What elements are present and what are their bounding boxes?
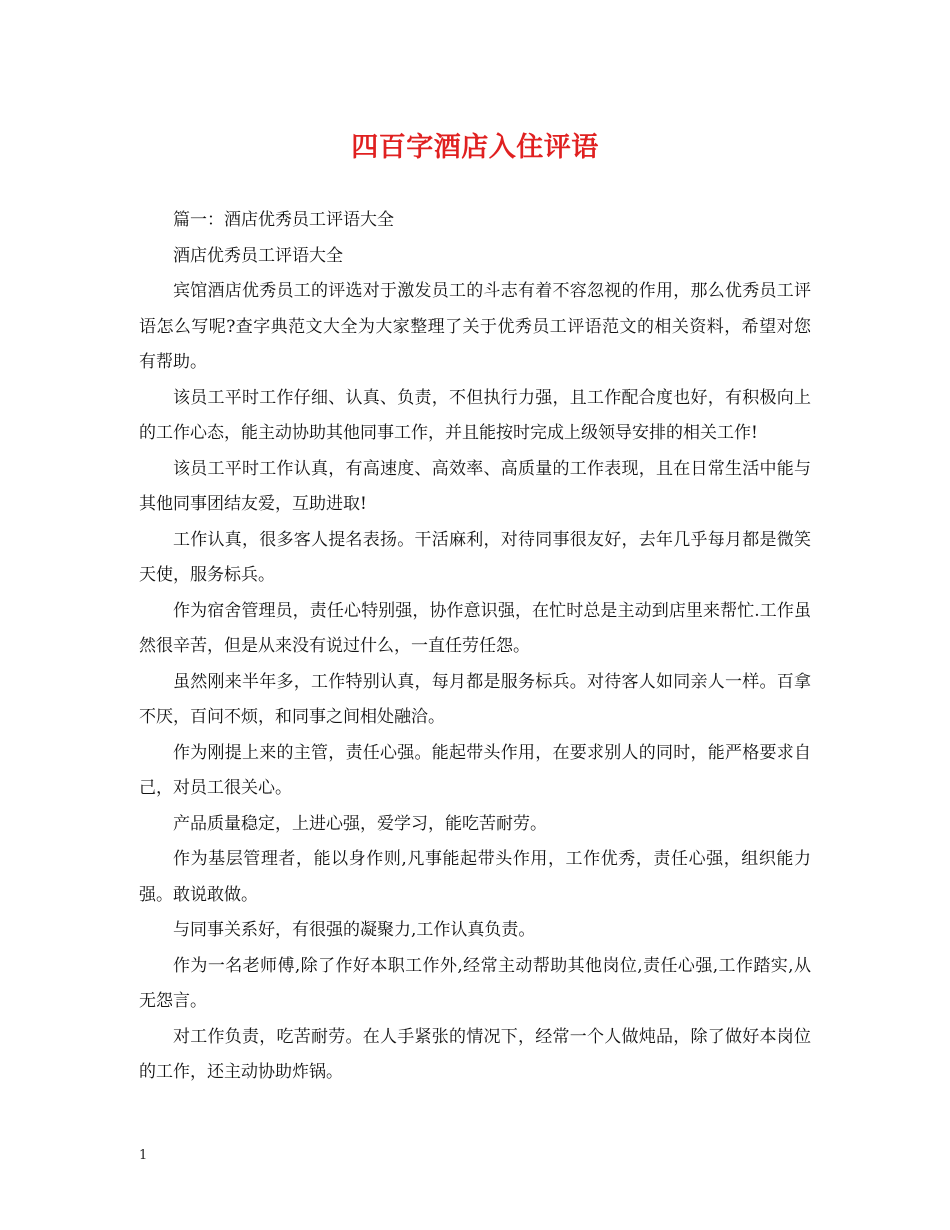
page-number: 1 — [139, 1148, 148, 1163]
paragraph-4: 该员工平时工作仔细、认真、负责，不但执行力强，且工作配合度也好，有积极向上的工作心态，能主动协助其他同事工作，并且能按时完成上级领导安排的相关工作! — [139, 387, 811, 443]
document-body — [139, 203, 811, 1091]
paragraph-7: 作为宿舍管理员，责任心特别强，协作意识强，在忙时总是主动到店里来帮忙.工作虽然很辛苦，但是从来没有说过什么，一直任劳任怨。 — [139, 600, 811, 656]
paragraph-11: 作为基层管理者，能以身作则,凡事能起带头作用，工作优秀，责任心强，组织能力强。敢说敢做。 — [139, 849, 811, 905]
paragraph-12: 与同事关系好，有很强的凝聚力,工作认真负责。 — [173, 920, 536, 940]
paragraph-5: 该员工平时工作认真，有高速度、高效率、高质量的工作表现，且在日常生活中能与其他同事团结友爱，互助进取! — [139, 458, 811, 514]
paragraph-1: 篇一：酒店优秀员工评语大全 — [173, 210, 394, 230]
paragraph-8: 虽然刚来半年多，工作特别认真，每月都是服务标兵。对待客人如同亲人一样。百拿不厌，百问不烦，和同事之间相处融洽。 — [139, 671, 811, 727]
paragraph-13: 作为一名老师傅,除了作好本职工作外,经常主动帮助其他岗位,责任心强,工作踏实,从无怨言。 — [139, 955, 811, 1011]
paragraph-14: 对工作负责，吃苦耐劳。在人手紧张的情况下，经常一个人做炖品，除了做好本岗位的工作，还主动协助炸锅。 — [139, 1026, 811, 1082]
paragraph-10: 产品质量稳定，上进心强，爱学习，能吃苦耐劳。 — [173, 813, 547, 834]
document-title: 四百字酒店入住评语 — [351, 132, 599, 163]
paragraph-9: 作为刚提上来的主管，责任心强。能起带头作用，在要求别人的同时，能严格要求自己，对员工很关心。 — [139, 742, 811, 798]
paragraph-2: 酒店优秀员工评语大全 — [173, 245, 343, 266]
paragraph-6: 工作认真，很多客人提名表扬。干活麻利，对待同事很友好，去年几乎每月都是微笑天使，服务标兵。 — [139, 529, 811, 585]
paragraph-3: 宾馆酒店优秀员工的评选对于激发员工的斗志有着不容忽视的作用，那么优秀员工评语怎么写呢?查字典范文大全为大家整理了关于优秀员工评语范文的相关资料，希望对您有帮助。 — [139, 281, 811, 372]
